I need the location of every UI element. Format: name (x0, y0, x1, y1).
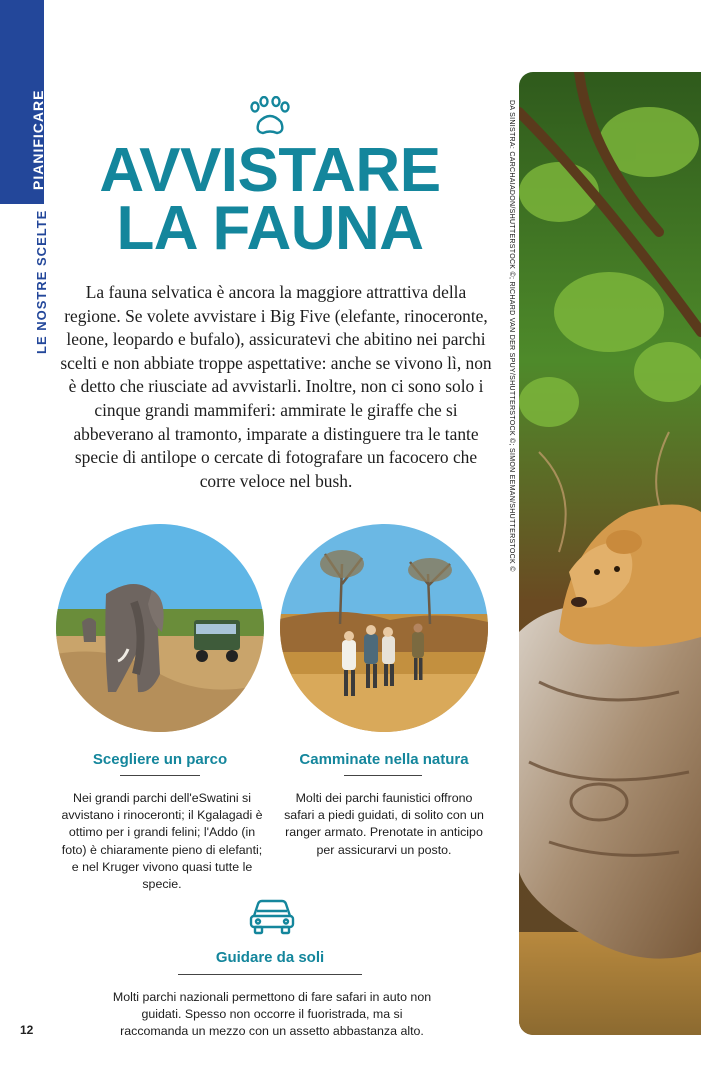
car-icon (248, 898, 296, 936)
page-number: 12 (20, 1023, 34, 1037)
lion-cub-photo (519, 72, 701, 1035)
page-title (60, 136, 480, 263)
walks-text: Molti dei parchi faunistici offrono safari a piedi guidati, di solito con un ranger armato. Prenotate in anticipo per assicurarvi un posto. (284, 791, 484, 857)
walks-heading: Camminate nella natura (299, 751, 469, 768)
drive-text: Molti parchi nazionali permettono di fare safari in auto non guidati. Spesso non occorre il fuoristrada, ma si raccomanda un mezzo con un assetto abbastanza alto. (112, 990, 432, 1039)
photo-credits: DA SINISTRA: CARCHAIADON/SHUTTERSTOCK ©; RICHARD VAN DER SPUY/SHUTTERSTOCK ©; SIMON EEMAN/SHUTTERSTOCK © (508, 100, 515, 572)
elephant-photo (56, 524, 264, 732)
drive-heading: Guidare da soli (215, 949, 325, 966)
title-line-1: AVVISTARE (99, 136, 441, 205)
section-tab-label: PIANIFICARE (30, 89, 46, 190)
intro-paragraph: La fauna selvatica è ancora la maggiore attrattiva della regione. Se volete avvistare i Big Five (elefante, rinoceronte, leone, leopardo e bufalo), assicuratevi che abitino nei parchi scelti e non abbiate troppe aspettative: anche se vivono lì, non è detto che riusciate ad avvistarli. Inoltre, non ci sono solo i cinque grandi mammiferi: ammirate le giraffe che si abbeverano al tramonto, imparate a distinguere tra le tante specie di antilope o cercate di fotografare un facocero che corre veloce nel bush. (60, 282, 492, 491)
park-heading: Scegliere un parco (92, 751, 228, 768)
park-text: Nei grandi parchi dell'eSwatini si avvistano i rinoceronti; il Kgalagadi è ottimo per i grandi felini; l'Addo (in foto) è chiaramente pieno di elefanti; e nel Kruger vivono quasi tutte le specie. (61, 791, 263, 892)
walks-divider (344, 775, 422, 776)
park-divider (120, 775, 200, 776)
walking-safari-photo (280, 524, 488, 732)
chapter-label: LE NOSTRE SCELTE (34, 209, 49, 354)
drive-divider (178, 974, 362, 975)
title-line-2: LA FAUNA (116, 194, 424, 263)
paw-icon (249, 96, 291, 136)
